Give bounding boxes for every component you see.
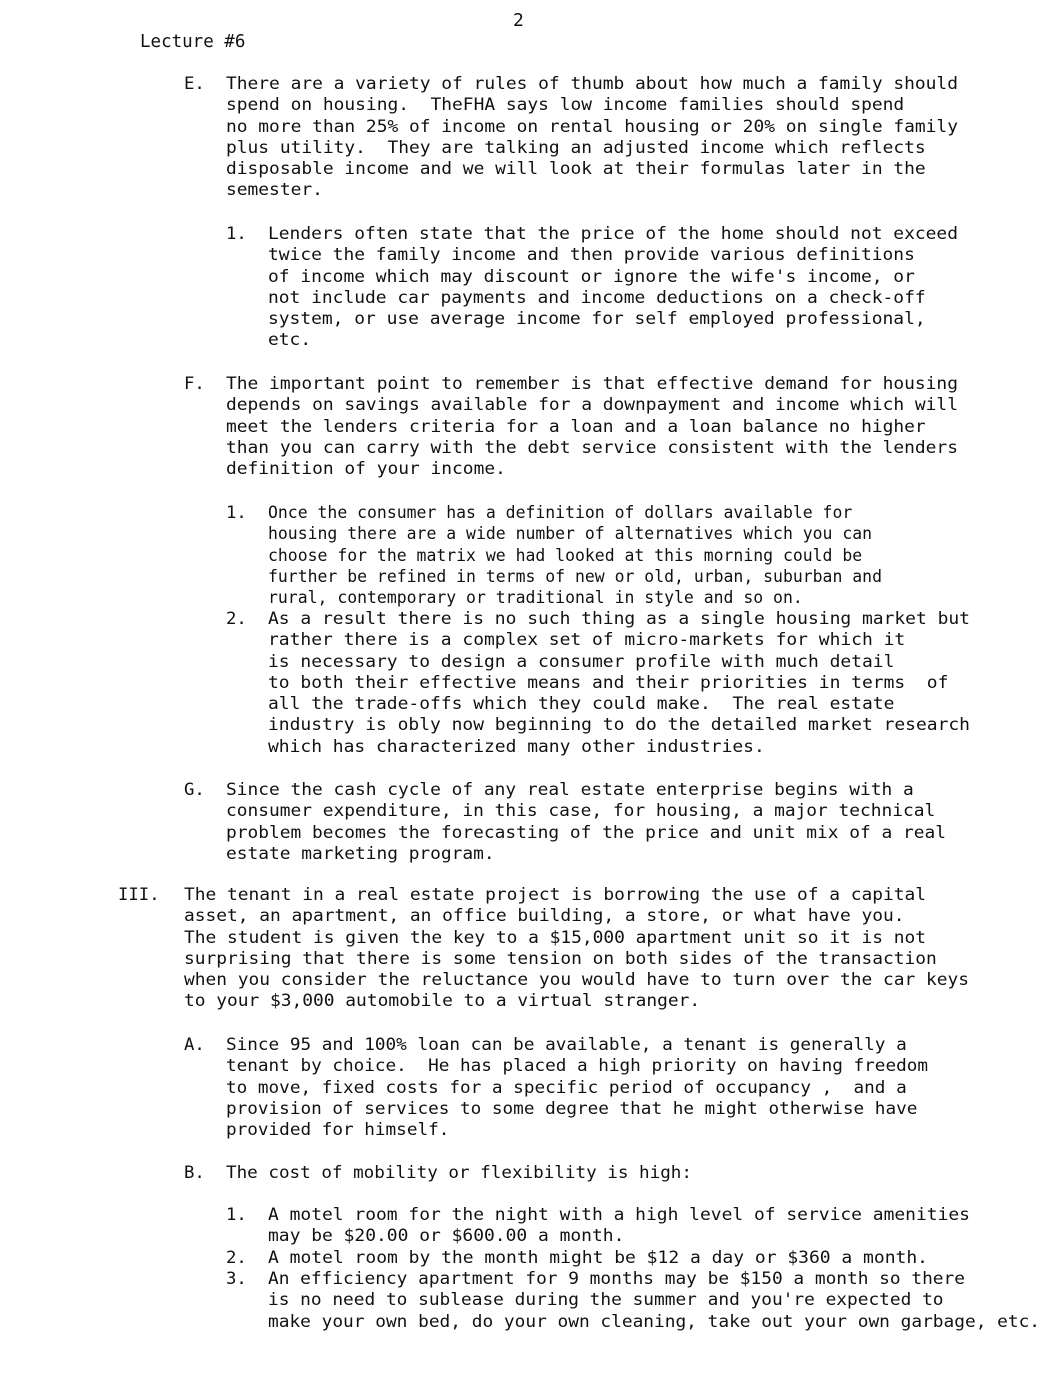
- text-line: than you can carry with the debt service consistent with the lenders: [226, 437, 958, 458]
- text-line: meet the lenders criteria for a loan and a loan balance no higher: [226, 416, 926, 437]
- text-line: which has characterized many other industries.: [268, 736, 765, 757]
- text-line: depends on savings available for a downpayment and income which will: [226, 395, 958, 416]
- item-text: [268, 1205, 970, 1248]
- text-line: system, or use average income for self employed professional,: [268, 309, 926, 330]
- item-text: [268, 1269, 1040, 1333]
- text-line: A motel room for the night with a high level of service amenities: [268, 1205, 970, 1225]
- text-line: estate marketing program.: [226, 843, 495, 864]
- text-line: consumer expenditure, in this case, for housing, a major technical: [226, 801, 936, 822]
- text-line: The student is given the key to a $15,000 apartment unit so it is not: [184, 927, 927, 948]
- text-line: when you consider the reluctance you would have to turn over the car keys: [184, 970, 970, 991]
- text-line: There are a variety of rules of thumb about how much a family should: [226, 74, 958, 94]
- text-line: provision of services to some degree that he might otherwise have: [226, 1098, 918, 1119]
- text-line: further be refined in terms of new or old, urban, suburban and: [268, 566, 882, 587]
- text-line: semester.: [226, 180, 323, 201]
- text-line: to move, fixed costs for a specific period of occupancy , and a: [226, 1077, 907, 1098]
- text-line: is necessary to design a consumer profile with much detail: [268, 651, 895, 672]
- item-marker: 2.: [226, 1248, 247, 1268]
- item-text: [268, 609, 970, 758]
- text-line: rather there is a complex set of micro-markets for which it: [268, 630, 906, 651]
- item-marker: 1.: [226, 224, 247, 244]
- text-line: choose for the matrix we had looked at this morning could be: [268, 545, 863, 566]
- text-line: A motel room by the month might be $12 a day or $360 a month.: [268, 1248, 928, 1268]
- text-line: definition of your income.: [226, 459, 506, 480]
- text-line: provided for himself.: [226, 1120, 450, 1141]
- item-text: [184, 885, 969, 1013]
- item-text: [226, 780, 946, 865]
- item-marker: E.: [184, 74, 205, 94]
- text-line: housing there are a wide number of alternatives which you can: [268, 524, 873, 545]
- text-line: The important point to remember is that effective demand for housing: [226, 374, 958, 394]
- text-line: spend on housing. TheFHA says low income families should spend: [226, 95, 905, 116]
- text-line: to both their effective means and their priorities in terms of: [268, 672, 949, 693]
- text-line: plus utility. They are talking an adjusted income which reflects: [226, 137, 926, 158]
- text-line: not include car payments and income deductions on a check-off: [268, 287, 926, 308]
- text-line: etc.: [268, 330, 312, 351]
- text-line: Lenders often state that the price of the home should not exceed: [268, 224, 958, 244]
- item-text: [226, 74, 958, 202]
- text-line: industry is obly now beginning to do the detailed market research: [268, 715, 970, 736]
- item-text: [268, 224, 958, 352]
- item-text: [226, 1035, 928, 1141]
- item-marker: 1.: [226, 1205, 247, 1225]
- text-line: surprising that there is some tension on both sides of the transaction: [184, 948, 937, 969]
- text-line: may be $20.00 or $600.00 a month.: [268, 1226, 625, 1247]
- item-marker: 3.: [226, 1269, 247, 1289]
- lecture-header: Lecture #6: [140, 32, 246, 52]
- text-line: The tenant in a real estate project is borrowing the use of a capital: [184, 885, 927, 905]
- item-marker: B.: [184, 1163, 205, 1183]
- text-line: tenant by choice. He has placed a high priority on having freedom: [226, 1056, 929, 1077]
- text-line: all the trade-offs which they could make. The real estate: [268, 694, 895, 715]
- item-marker: A.: [184, 1035, 205, 1055]
- item-text: [268, 503, 882, 609]
- text-line: problem becomes the forecasting of the price and unit mix of a real: [226, 822, 947, 843]
- page-number: 2: [513, 10, 524, 31]
- text-line: The cost of mobility or flexibility is high:: [226, 1163, 692, 1183]
- text-line: of income which may discount or ignore the wife's income, or: [268, 266, 915, 287]
- text-line: An efficiency apartment for 9 months may be $150 a month so there: [268, 1269, 965, 1289]
- text-line: disposable income and we will look at their formulas later in the: [226, 159, 926, 180]
- item-marker: 1.: [226, 503, 247, 523]
- item-text: [226, 374, 958, 480]
- text-line: no more than 25% of income on rental housing or 20% on single family: [226, 116, 958, 137]
- text-line: Since the cash cycle of any real estate enterprise begins with a: [226, 780, 914, 800]
- item-marker: G.: [184, 780, 205, 800]
- text-line: twice the family income and then provide various definitions: [268, 245, 915, 266]
- item-marker: 2.: [226, 609, 247, 629]
- item-text: [226, 1163, 692, 1184]
- text-line: make your own bed, do your own cleaning, take out your own garbage, etc.: [268, 1311, 1041, 1332]
- text-line: rural, contemporary or traditional in style and so on.: [268, 588, 803, 609]
- text-line: asset, an apartment, an office building, a store, or what have you.: [184, 906, 905, 927]
- text-line: As a result there is no such thing as a single housing market but: [268, 609, 970, 629]
- item-marker: III.: [118, 885, 160, 905]
- item-marker: F.: [184, 374, 205, 394]
- text-line: is no need to sublease during the summer and you're expected to: [268, 1290, 944, 1311]
- text-line: Once the consumer has a definition of dollars available for: [268, 503, 853, 523]
- text-line: to your $3,000 automobile to a virtual stranger.: [184, 991, 701, 1012]
- item-text: [268, 1248, 928, 1269]
- text-line: Since 95 and 100% loan can be available, a tenant is generally a: [226, 1035, 907, 1055]
